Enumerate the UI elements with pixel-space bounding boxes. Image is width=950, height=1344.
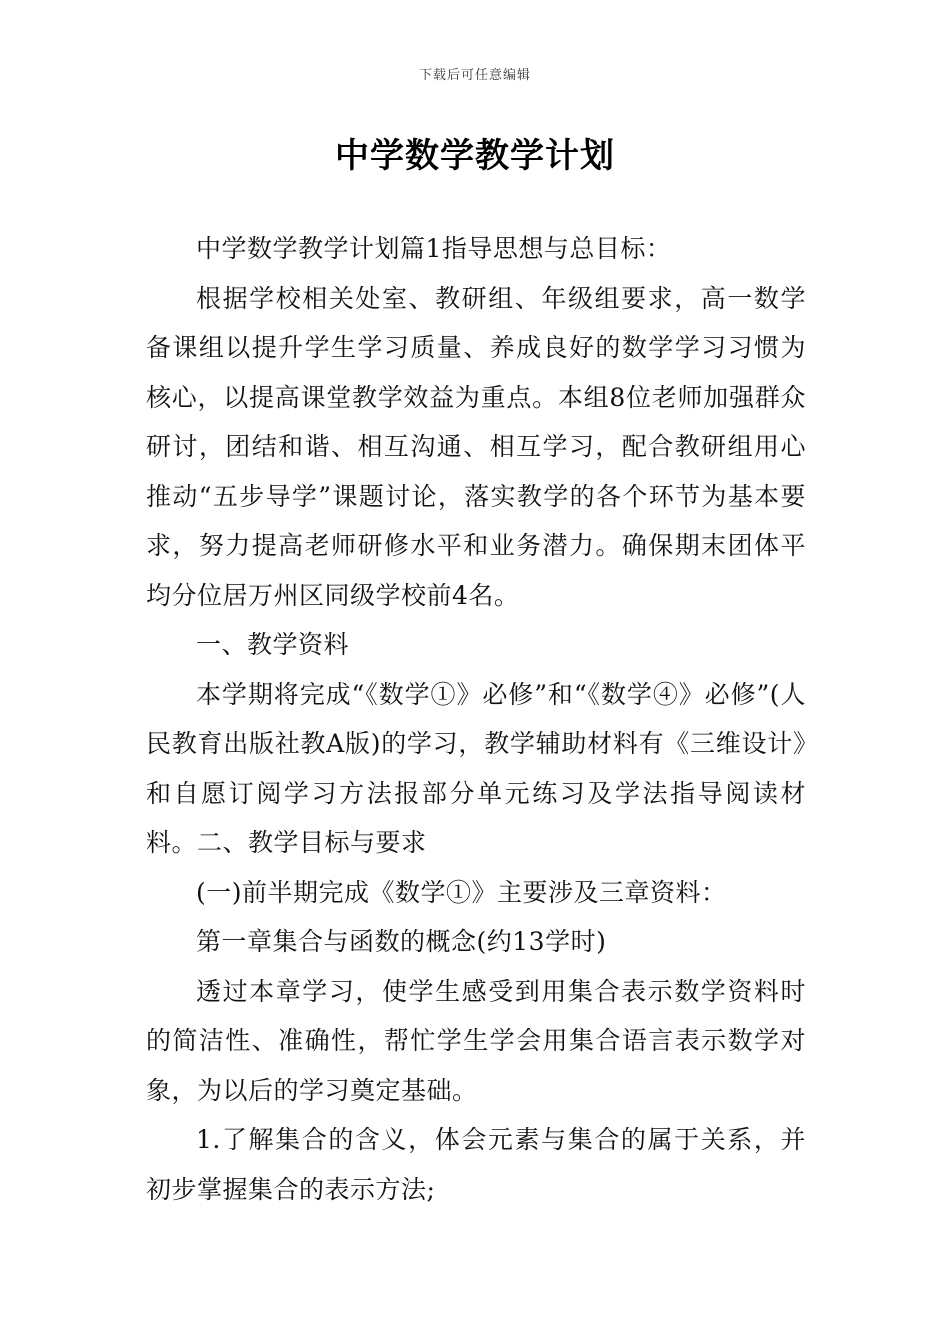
paragraph-heading-guiding-ideology: 中学数学教学计划篇1指导思想与总目标： bbox=[196, 234, 672, 263]
paragraph-first-half-term: (一)前半期完成《数学①》主要涉及三章资料： bbox=[196, 877, 727, 907]
paragraph-guiding-ideology: 根据学校相关处室、教研组、年级组要求，高一数学备课组以提升学生学习质量、养成良好的数学学习习惯为核心，以提高课堂教学效益为重点。本组8位老师加强群众研讨，团结和谐、相互沟通、相互学习，配合教研组用心推动“五步导学”课题讨论，落实教学的各个环节为基本要求，努力提高老师研修水平和业务潜力。确保期末团体平均分位居万州区同级学校前4名。 bbox=[146, 283, 806, 610]
page-header-note: 下载后可任意编辑 bbox=[418, 68, 531, 83]
paragraph-list-item-1: 1.了解集合的含义，体会元素与集合的属于关系，并初步掌握集合的表示方法; bbox=[146, 1125, 806, 1204]
paragraph-chapter-one-intro: 透过本章学习，使学生感受到用集合表示数学资料时的简洁性、准确性，帮忙学生学会用集合语言表示数学对象，为以后的学习奠定基础。 bbox=[146, 976, 806, 1105]
paragraph-chapter-one-title: 第一章集合与函数的概念(约13学时) bbox=[196, 927, 607, 956]
document-body bbox=[146, 224, 806, 1214]
paragraph-teaching-materials: 本学期将完成“《数学①》必修”和“《数学④》必修”(人民教育出版社教A版)的学习，教学辅助材料有《三维设计》和自愿订阅学习方法报部分单元练习及学法指导阅读材料。二、教学目标与要求 bbox=[146, 679, 806, 857]
document-title: 中学数学教学计划 bbox=[335, 136, 615, 176]
paragraph-heading-teaching-materials: 一、教学资料 bbox=[196, 630, 350, 659]
